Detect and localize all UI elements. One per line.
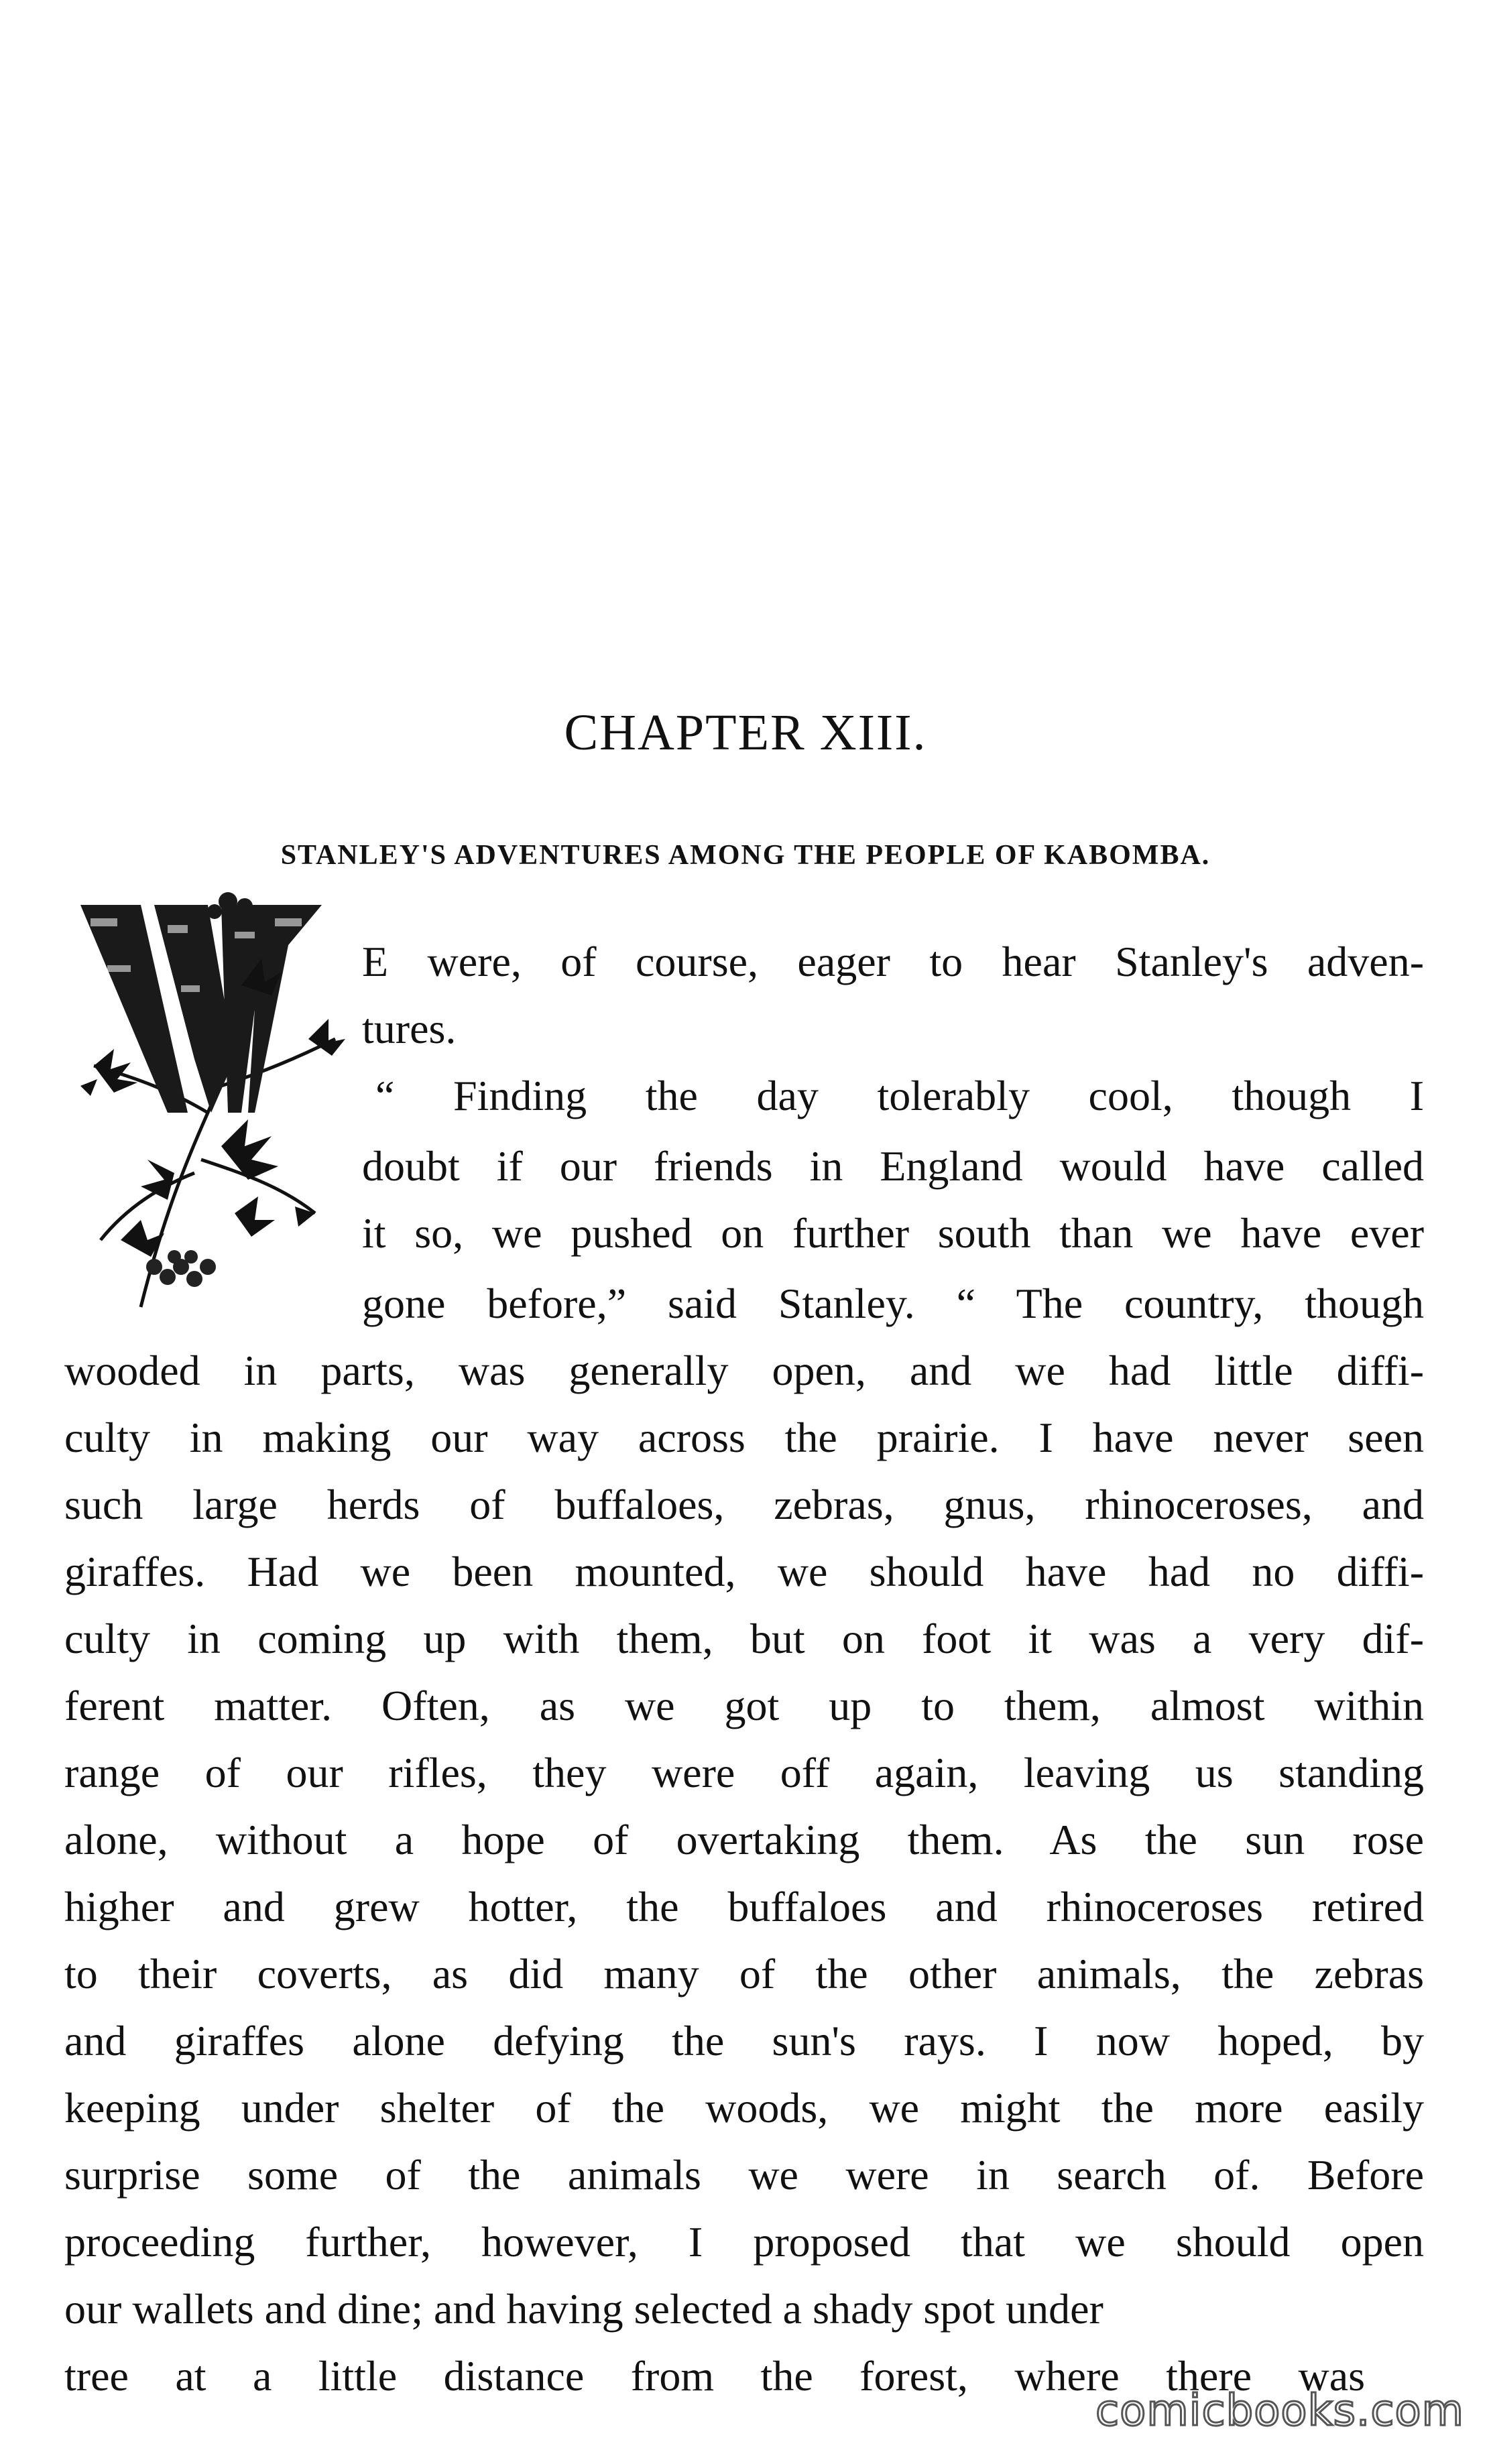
text-line-17: and giraffes alone defying the sun's rays. I now hoped, by xyxy=(64,2017,1424,2065)
text-line-3: “ Finding the day tolerably cool, though I xyxy=(375,1072,1424,1119)
text-line-15: higher and grew hotter, the buffaloes and rhinoceroses retired xyxy=(64,1883,1424,1930)
text-line-14: alone, without a hope of overtaking them. As the sun rose xyxy=(64,1816,1424,1863)
text-line-2: tures. xyxy=(362,1005,457,1052)
text-line-22: tree at a little distance from the forest, where there was xyxy=(64,2352,1365,2400)
text-line-11: culty in coming up with them, but on foot it was a very dif- xyxy=(64,1615,1424,1662)
text-line-1: E were, of course, eager to hear Stanley's adven- xyxy=(362,938,1424,985)
text-line-20: proceeding further, however, I proposed that we should open xyxy=(64,2218,1424,2266)
chapter-title: CHAPTER XIII. xyxy=(564,704,927,761)
text-line-4: doubt if our friends in England would have called xyxy=(362,1142,1424,1190)
text-line-6: gone before,” said Stanley. “ The country, though xyxy=(362,1280,1424,1327)
text-line-16: to their coverts, as did many of the other animals, the zebras xyxy=(64,1950,1424,1997)
text-line-5: it so, we pushed on further south than we have ever xyxy=(362,1209,1424,1257)
text-line-19: surprise some of the animals we were in search of. Before xyxy=(64,2151,1424,2199)
watermark: comicbooks.com xyxy=(1095,2386,1464,2436)
text-line-21: our wallets and dine; and having selected a shady spot under xyxy=(64,2285,1104,2333)
text-line-8: culty in making our way across the prairie. I have never seen xyxy=(64,1414,1424,1461)
text-line-10: giraffes. Had we been mounted, we should have had no diffi- xyxy=(64,1548,1424,1595)
dropcap-w-ornament xyxy=(67,891,349,1320)
text-line-7: wooded in parts, was generally open, and we had little diffi- xyxy=(64,1347,1424,1394)
chapter-subtitle: STANLEY'S ADVENTURES AMONG THE PEOPLE OF KABOMBA. xyxy=(280,840,1211,871)
text-line-13: range of our rifles, they were off again, leaving us standing xyxy=(64,1749,1424,1796)
text-line-12: ferent matter. Often, as we got up to them, almost within xyxy=(64,1682,1424,1729)
text-line-9: such large herds of buffaloes, zebras, gnus, rhinoceroses, and xyxy=(64,1481,1424,1528)
text-line-18: keeping under shelter of the woods, we might the more easily xyxy=(64,2084,1424,2132)
